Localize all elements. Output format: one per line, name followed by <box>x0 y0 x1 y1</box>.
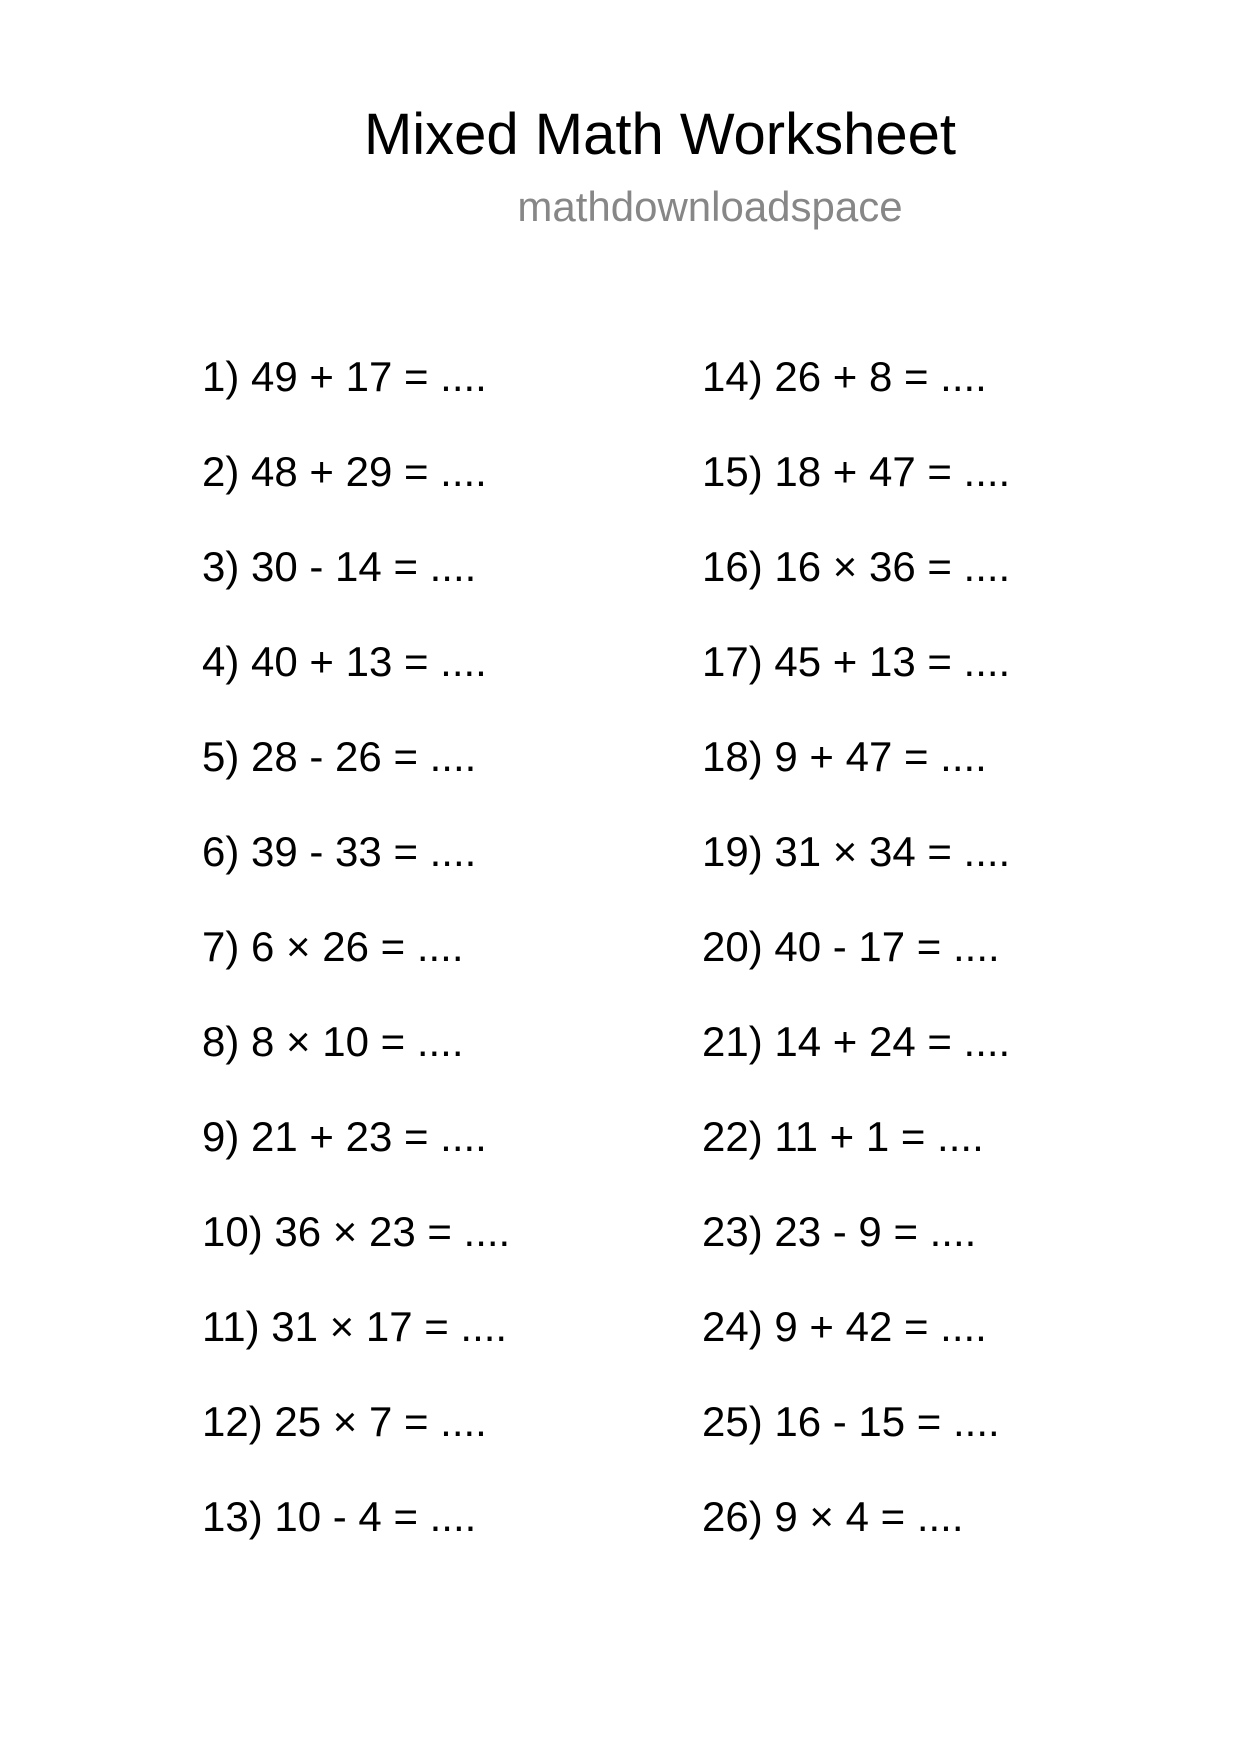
problem-item: 24) 9 + 42 = .... <box>702 1303 987 1350</box>
problem-item: 23) 23 - 9 = .... <box>702 1208 977 1255</box>
problem-item: 12) 25 × 7 = .... <box>202 1398 487 1445</box>
problem-item: 17) 45 + 13 = .... <box>702 638 1011 685</box>
problem-item: 18) 9 + 47 = .... <box>702 733 987 780</box>
problem-item: 13) 10 - 4 = .... <box>202 1493 477 1540</box>
problem-column-left <box>202 348 510 1583</box>
problem-item: 6) 39 - 33 = .... <box>202 828 477 875</box>
problem-item: 20) 40 - 17 = .... <box>702 923 1000 970</box>
problem-item: 9) 21 + 23 = .... <box>202 1113 487 1160</box>
problem-item: 15) 18 + 47 = .... <box>702 448 1011 495</box>
problem-item: 10) 36 × 23 = .... <box>202 1208 511 1255</box>
problem-column-right <box>702 348 1010 1583</box>
problem-item: 7) 6 × 26 = .... <box>202 923 464 970</box>
page-subtitle: mathdownloadspace <box>517 183 903 230</box>
problem-item: 14) 26 + 8 = .... <box>702 353 987 400</box>
problem-item: 16) 16 × 36 = .... <box>702 543 1011 590</box>
problem-item: 11) 31 × 17 = .... <box>202 1303 508 1350</box>
problem-item: 22) 11 + 1 = .... <box>702 1113 984 1160</box>
problem-item: 3) 30 - 14 = .... <box>202 543 477 590</box>
problem-item: 2) 48 + 29 = .... <box>202 448 487 495</box>
problem-item: 21) 14 + 24 = .... <box>702 1018 1011 1065</box>
problem-item: 25) 16 - 15 = .... <box>702 1398 1000 1445</box>
problem-item: 26) 9 × 4 = .... <box>702 1493 964 1540</box>
problem-item: 5) 28 - 26 = .... <box>202 733 477 780</box>
page-title: Mixed Math Worksheet <box>363 102 957 167</box>
problem-item: 1) 49 + 17 = .... <box>202 353 487 400</box>
problem-item: 19) 31 × 34 = .... <box>702 828 1011 875</box>
problem-item: 8) 8 × 10 = .... <box>202 1018 464 1065</box>
problem-item: 4) 40 + 13 = .... <box>202 638 487 685</box>
